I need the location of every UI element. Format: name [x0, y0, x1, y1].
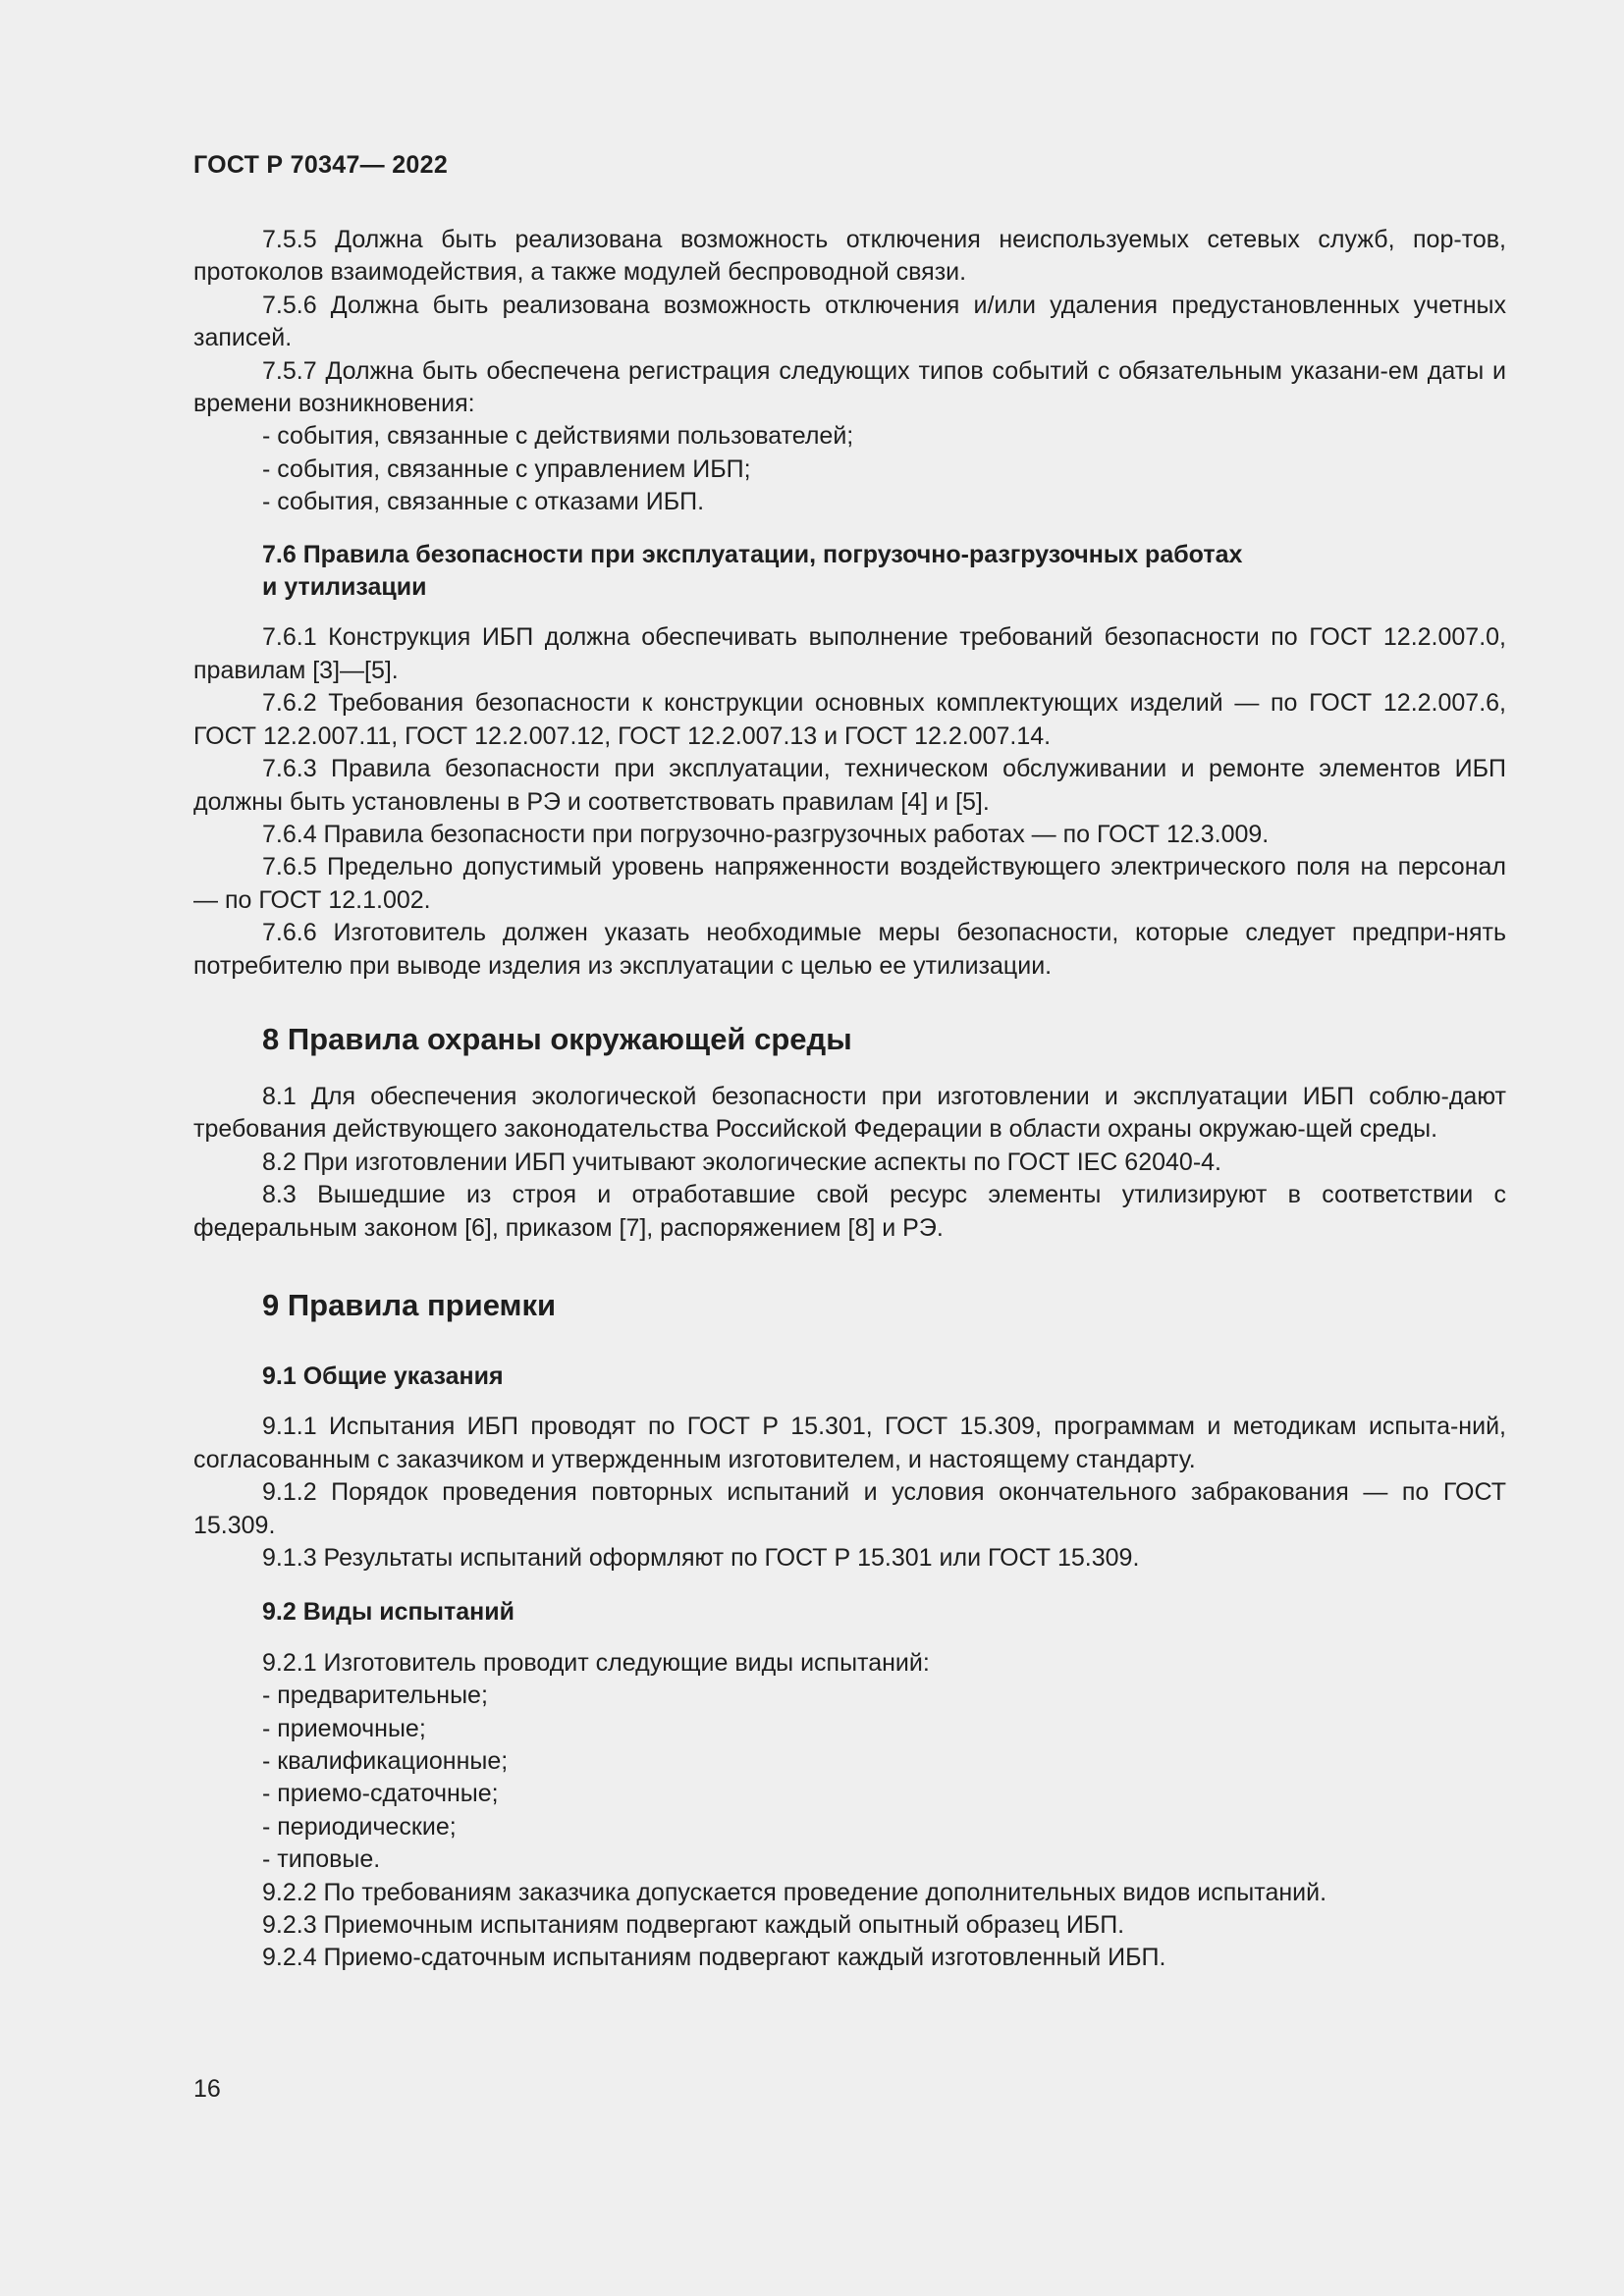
paragraph-7-6-2: 7.6.2 Требования безопасности к конструкции основных комплектующих изделий — по ГОСТ 12.2.007.6, ГОСТ 12.2.007.11, ГОСТ 12.2.007.12, ГОСТ 12.2.007.13 и ГОСТ 12.2.007.14. — [193, 689, 1506, 750]
subsection-title-line: 7.6 Правила безопасности при эксплуатации, погрузочно-разгрузочных работах — [262, 540, 1243, 568]
list-item: - события, связанные с управлением ИБП; — [262, 454, 751, 483]
document-header: ГОСТ Р 70347— 2022 — [193, 151, 449, 179]
page-number: 16 — [193, 2075, 221, 2103]
paragraph-8-1: 8.1 Для обеспечения экологической безопасности при изготовлении и эксплуатации ИБП соблю-дают требования действующего законодательства Российской Федерации в области охраны окружаю-щей среды. — [193, 1082, 1506, 1144]
section-title-8: 8 Правила охраны окружающей среды — [262, 1021, 852, 1056]
paragraph-9-1-2: 9.1.2 Порядок проведения повторных испытаний и условия окончательного забракования — по ГОСТ 15.309. — [193, 1478, 1506, 1539]
paragraph-9-1-3: 9.1.3 Результаты испытаний оформляют по ГОСТ Р 15.301 или ГОСТ 15.309. — [262, 1544, 1140, 1572]
paragraph-7-5-6: 7.5.6 Должна быть реализована возможность отключения и/или удаления предустановленных учетных записей. — [193, 291, 1506, 352]
paragraph-9-2-4: 9.2.4 Приемо-сдаточным испытаниям подвергают каждый изготовленный ИБП. — [262, 1944, 1166, 1972]
subsection-title-7-6 — [193, 539, 1506, 605]
paragraph-7-6-3: 7.6.3 Правила безопасности при эксплуатации, техническом обслуживании и ремонте элементов ИБП должны быть установлены в РЭ и соответствовать правилам [4] и [5]. — [193, 755, 1506, 816]
subsection-title-line: и утилизации — [262, 573, 427, 602]
subsection-title-9-2: 9.2 Виды испытаний — [262, 1598, 514, 1627]
list-item: - приемочные; — [262, 1714, 426, 1742]
paragraph-9-1-1: 9.1.1 Испытания ИБП проводят по ГОСТ Р 15.301, ГОСТ 15.309, программам и методикам испыта-ний, согласованным с заказчиком и утвержденным изготовителем, и настоящему стандарту. — [193, 1413, 1506, 1473]
paragraph-7-6-4: 7.6.4 Правила безопасности при погрузочно-разгрузочных работах — по ГОСТ 12.3.009. — [262, 820, 1270, 848]
paragraph-7-6-1: 7.6.1 Конструкция ИБП должна обеспечивать выполнение требований безопасности по ГОСТ 12.2.007.0, правилам [3]—[5]. — [193, 623, 1506, 684]
list-item: - периодические; — [262, 1812, 457, 1841]
paragraph-7-5-5: 7.5.5 Должна быть реализована возможность отключения неиспользуемых сетевых служб, пор-тов, протоколов взаимодействия, а также модулей беспроводной связи. — [193, 226, 1506, 287]
list-item: - типовые. — [262, 1845, 381, 1874]
list-item: - квалификационные; — [262, 1747, 509, 1776]
paragraph-7-6-6: 7.6.6 Изготовитель должен указать необходимые меры безопасности, которые следует предпри-нять потребителю при выводе изделия из эксплуатации с целью ее утилизации. — [193, 919, 1506, 980]
list-item: - события, связанные с отказами ИБП. — [262, 488, 705, 516]
paragraph-8-3: 8.3 Вышедшие из строя и отработавшие свой ресурс элементы утилизируют в соответствии с федеральным законом [6], приказом [7], распоряжением [8] и РЭ. — [193, 1181, 1506, 1242]
paragraph-8-2: 8.2 При изготовлении ИБП учитывают экологические аспекты по ГОСТ IEC 62040-4. — [262, 1148, 1222, 1176]
list-item: - события, связанные с действиями пользователей; — [262, 422, 854, 451]
paragraph-9-2-2: 9.2.2 По требованиям заказчика допускается проведение дополнительных видов испытаний. — [262, 1878, 1327, 1906]
paragraph-9-2-3: 9.2.3 Приемочным испытаниям подвергают каждый опытный образец ИБП. — [262, 1911, 1125, 1940]
document-body — [193, 224, 1506, 1975]
list-item: - приемо-сдаточные; — [262, 1780, 499, 1808]
paragraph-7-6-5: 7.6.5 Предельно допустимый уровень напряженности воздействующего электрического поля на персонал — по ГОСТ 12.1.002. — [193, 853, 1506, 914]
subsection-title-9-1: 9.1 Общие указания — [262, 1362, 504, 1390]
section-title-9: 9 Правила приемки — [262, 1287, 557, 1322]
list-item: - предварительные; — [262, 1682, 488, 1710]
paragraph-9-2-1: 9.2.1 Изготовитель проводит следующие виды испытаний: — [262, 1648, 930, 1677]
paragraph-7-5-7: 7.5.7 Должна быть обеспечена регистрация следующих типов событий с обязательным указани-ем даты и времени возникновения: — [193, 356, 1506, 418]
